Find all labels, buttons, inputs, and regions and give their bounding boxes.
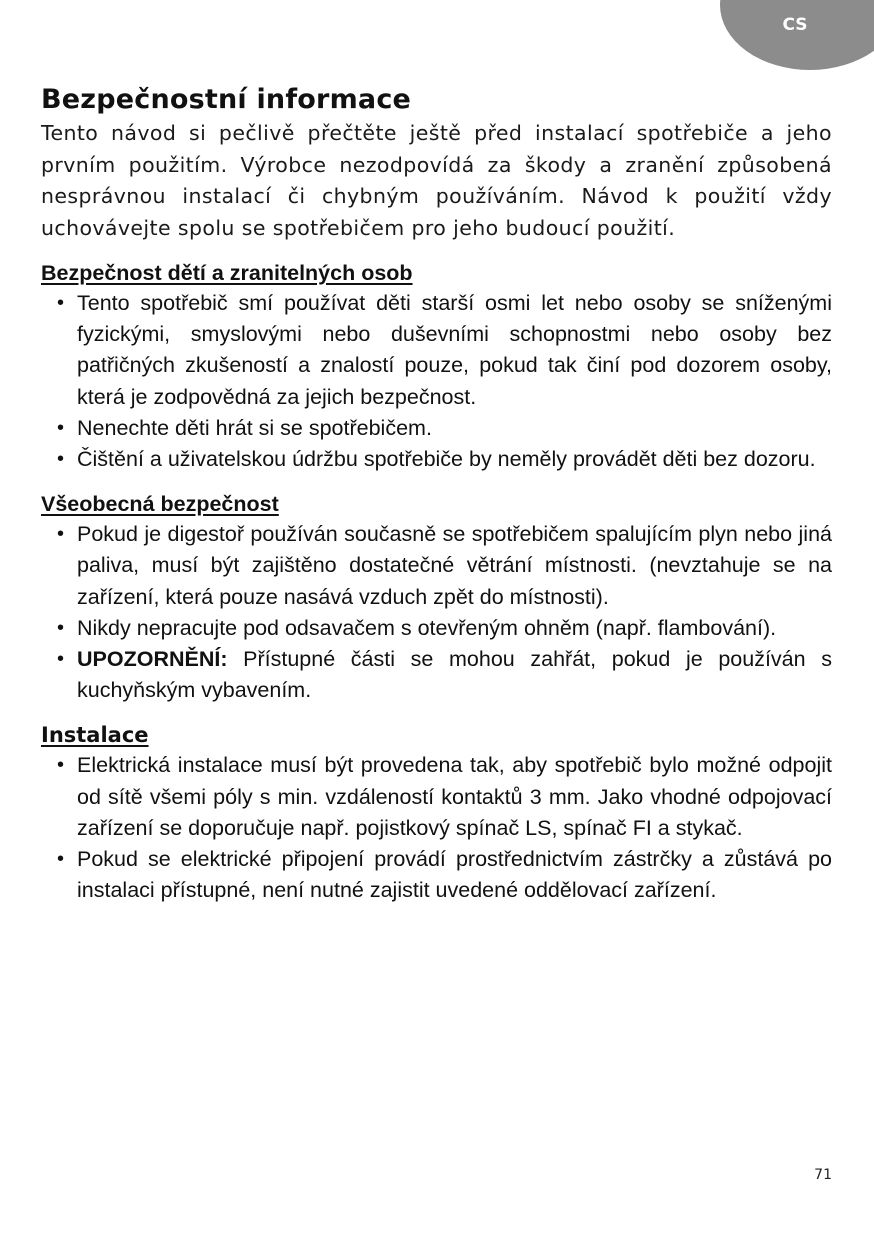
list-item: • Tento spotřebič smí používat děti starší osmi let nebo osoby se sníženými fyzickými, smyslovými nebo duševními schopnostmi nebo osoby bez patřičných zkušeností a znalostí pouze, pokud tak činí pod dozorem osoby, která je zodpovědná za jejich bezpečnost. <box>41 288 832 413</box>
bullet-icon: • <box>57 523 65 546</box>
list-item: • Nikdy nepracujte pod odsavačem s otevřeným ohněm (např. flambování). <box>41 613 832 644</box>
bullet-list-installation <box>41 750 832 906</box>
list-item: • Pokud je digestoř používán současně se spotřebičem spalujícím plyn nebo jiná paliva, musí být zajištěno dostatečné větrání místnosti. (nevztahuje se na zařízení, která pouze nasává vzduch zpět do místnosti). <box>41 519 832 613</box>
bullet-icon: • <box>57 754 65 777</box>
section-heading-child-safety: Bezpečnost dětí a zranitelných osob <box>41 261 413 285</box>
warning-label: UPOZORNĚNÍ: <box>77 647 228 672</box>
section-heading-installation: Instalace <box>41 723 149 748</box>
page-number: 71 <box>814 1167 832 1183</box>
bullet-icon: • <box>57 292 65 314</box>
page-content <box>41 82 832 906</box>
page-title: Bezpečnostní informace <box>41 84 412 115</box>
bullet-list-child-safety <box>41 288 832 475</box>
language-code: CS <box>782 15 808 35</box>
bullet-list-general-safety <box>41 519 832 706</box>
bullet-icon: • <box>57 648 65 671</box>
list-item: • Pokud se elektrické připojení provádí prostřednictvím zástrčky a zůstává po instalaci přístupné, není nutné zajistit uvedené oddělovací zařízení. <box>41 844 832 906</box>
intro-paragraph: Tento návod si pečlivě přečtěte ještě před instalací spotřebiče a jeho prvním použitím. Výrobce nezodpovídá za škody a zranění způsobená nesprávnou instalací či chybným používáním. Návod k použití vždy uchovávejte spolu se spotřebičem pro jeho budoucí použití. <box>41 121 832 240</box>
section-heading-general-safety: Všeobecná bezpečnost <box>41 492 279 517</box>
bullet-icon: • <box>57 616 65 639</box>
list-item: • UPOZORNĚNÍ: Přístupné části se mohou zahřát, pokud je používán s kuchyňským vybavením. <box>41 644 832 706</box>
list-item: • Elektrická instalace musí být provedena tak, aby spotřebič bylo možné odpojit od sítě všemi póly s min. vzdáleností kontaktů 3 mm. Jako vhodné odpojovací zařízení se doporučuje např. pojistkový spínač LS, spínač FI a stykač. <box>41 750 832 844</box>
bullet-icon: • <box>57 416 65 439</box>
bullet-icon: • <box>57 848 65 871</box>
list-item: • Nenechte děti hrát si se spotřebičem. <box>41 413 832 444</box>
list-item: • Čištění a uživatelskou údržbu spotřebiče by neměly provádět děti bez dozoru. <box>41 444 832 475</box>
language-badge <box>720 0 874 70</box>
bullet-icon: • <box>57 448 65 471</box>
